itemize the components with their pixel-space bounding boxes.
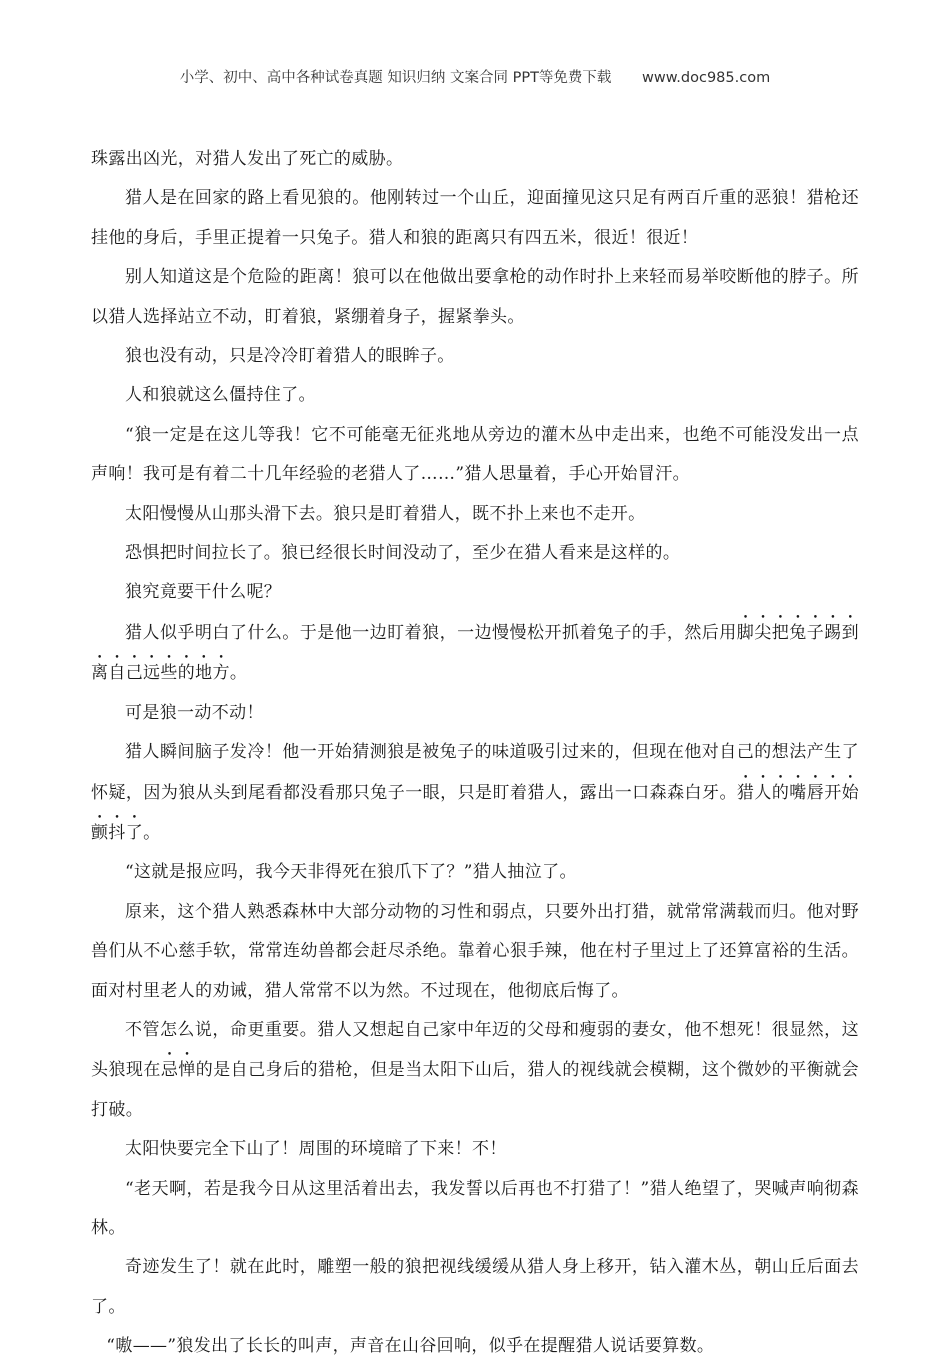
paragraph: 别人知道这是个危险的距离！狼可以在他做出要拿枪的动作时扑上来轻而易举咬断他的脖子。所以猎人选择站立不动，盯着狼，紧绷着身子，握紧拳头。: [91, 267, 859, 327]
emphasized-phrase: 脚尖把兔子踢到离自己远些的地方: [91, 622, 860, 684]
paragraph: “这就是报应吗，我今天非得死在狼爪下了？”猎人抽泣了。: [125, 862, 577, 883]
paragraph: 太阳慢慢从山那头滑下去。狼只是盯着猎人，既不扑上来也不走开。: [125, 503, 646, 524]
paragraph: 狼究竟要干什么呢？: [125, 582, 282, 603]
paragraph: [91, 613, 859, 694]
paragraph-text: 不管怎么说，命更重要。猎人又想起自己家中年迈的父母和瘦弱的妻女，他不想死！很显然，这头狼现在: [91, 1019, 859, 1081]
paragraph: “老天啊，若是我今日从这里活着出去，我发誓以后再也不打猎了！”猎人绝望了，哭喊声响彻森林。: [91, 1178, 859, 1238]
paragraph: “嗷——”狼发出了长长的叫声，声音在山谷回响，似乎在提醒猎人说话要算数。: [106, 1336, 715, 1357]
paragraph-text: 猎人瞬间脑子发冷！他一开始猜测狼是被兔子的味道吸引过来的，但现在他对自己的想法产生了怀疑，因为狼从头到尾看都没看那只兔子一眼，只是盯着猎人，露出一口森森白牙。: [91, 742, 859, 803]
paragraph: 太阳快要完全下山了！周围的环境暗了下来！不！: [125, 1139, 507, 1160]
article-body: [91, 140, 859, 1367]
paragraph-text: 。: [229, 663, 248, 684]
emphasized-word: 忌惮: [160, 1060, 196, 1081]
paragraph: 可是狼一动不动！: [125, 702, 264, 723]
emphasized-phrase: 猎人的嘴唇开始颤抖了: [91, 782, 859, 843]
paragraph: [91, 1011, 859, 1130]
paragraph: “狼一定是在这儿等我！它不可能毫无征兆地从旁边的灌木丛中走出来，也绝不可能没发出一点声响！我可是有着二十几年经验的老猎人了……”猎人思量着，手心开始冒汗。: [91, 424, 859, 485]
paragraph: 人和狼就这么僵持住了。: [125, 385, 316, 406]
paragraph-text: 猎人似乎明白了什么。于是他一边盯着狼，一边慢慢松开抓着兔子的手，然后用: [125, 622, 737, 643]
paragraph: 狼也没有动，只是冷冷盯着猎人的眼眸子。: [125, 346, 455, 367]
paragraph: 奇迹发生了！就在此时，雕塑一般的狼把视线缓缓从猎人身上移开，钻入灌木丛，朝山丘后面去了。: [91, 1257, 859, 1317]
header-url[interactable]: www.doc985.com: [642, 70, 771, 86]
page-header: [0, 66, 950, 87]
paragraph-text: 的是自己身后的猎枪，但是当太阳下山后，猎人的视线就会模糊，这个微妙的平衡就会打破。: [91, 1060, 859, 1120]
paragraph: 原来，这个猎人熟悉森林中大部分动物的习性和弱点，只要外出打猎，就常常满载而归。他对野兽们从不心慈手软，常常连幼兽都会赶尽杀绝。靠着心狠手辣，他在村子里过上了还算富裕的生活。面对村里老人的劝诫，猎人常常不以为然。不过现在，他彻底后悔了。: [91, 901, 859, 1001]
paragraph: 猎人是在回家的路上看见狼的。他刚转过一个山丘，迎面撞见这只足有两百斤重的恶狼！猎枪还挂他的身后，手里正提着一只兔子。猎人和狼的距离只有四五米，很近！很近！: [91, 188, 859, 248]
paragraph: 恐惧把时间拉长了。狼已经很长时间没动了，至少在猎人看来是这样的。: [125, 543, 681, 564]
paragraph-text: 。: [143, 822, 161, 843]
paragraph: 珠露出凶光，对猎人发出了死亡的威胁。: [91, 149, 404, 169]
header-ad-text: 小学、初中、高中各种试卷真题 知识归纳 文案合同 PPT等免费下载: [179, 70, 612, 86]
paragraph: [91, 733, 859, 853]
